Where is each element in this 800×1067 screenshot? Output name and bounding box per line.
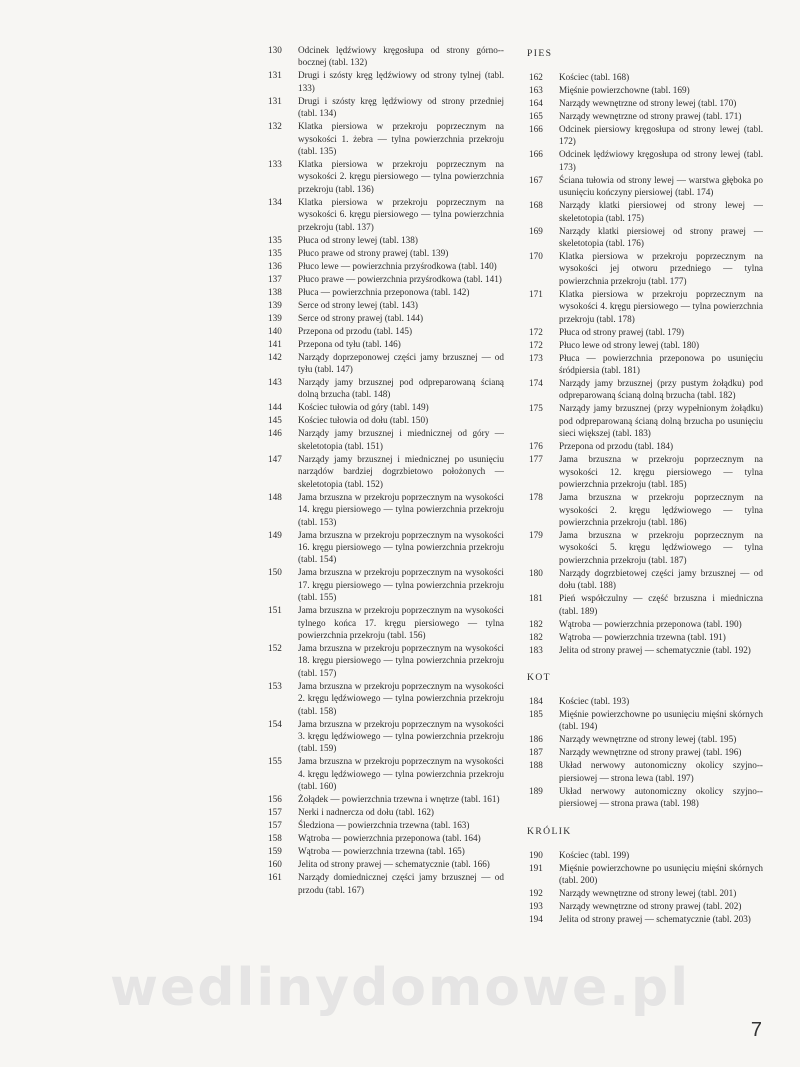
entry-page-number: 190 (529, 849, 543, 860)
entry-title: Klatka piersiowa w przekroju poprzecznym na wysokości 4. kręgu piersiowego — tylna powierzchnia przekroju (tabl. 178) (559, 288, 763, 324)
entry-title: Narządy jamy brzusznej pod odpreparowaną ścianą dolną brzucha (tabl. 148) (298, 377, 504, 400)
toc-entry (266, 718, 504, 755)
section-heading: PIES (527, 48, 553, 59)
entry-title: Płuca — powierzchnia przeponowa (tabl. 142) (298, 286, 470, 297)
toc-entry (266, 401, 504, 413)
entry-page-number: 139 (268, 312, 282, 323)
entry-page-number: 136 (268, 260, 282, 271)
toc-entry (266, 793, 504, 805)
entry-page-number: 161 (268, 872, 282, 883)
toc-entry (266, 819, 504, 831)
entry-title: Narządy jamy brzusznej i miednicznej po usunięciu narządów bardziej dogrzbietowo położonych — skeletotopia (tabl. 152) (298, 453, 504, 489)
toc-entry (266, 338, 504, 350)
entry-title: Jama brzuszna w przekroju poprzecznym na wysokości 5. kręgu lędźwiowego — tylna powierzchnia przekroju (tabl. 187) (559, 529, 763, 565)
toc-entry (266, 325, 504, 337)
entry-page-number: 166 (529, 149, 543, 160)
entry-title: Układ nerwowy autonomiczny okolicy szyjno--piersiowej — strona lewa (tabl. 197) (559, 760, 763, 783)
entry-page-number: 153 (268, 680, 282, 691)
toc-entry (527, 174, 763, 199)
entry-page-number: 130 (268, 45, 282, 55)
toc-entry (527, 644, 763, 656)
toc-entry (527, 339, 763, 351)
entry-page-number: 141 (268, 338, 282, 349)
entry-title: Układ nerwowy autonomiczny okolicy szyjno--piersiowej — strona prawa (tabl. 198) (559, 785, 763, 809)
entry-page-number: 191 (529, 862, 543, 873)
entry-page-number: 159 (268, 846, 282, 857)
toc-entry (266, 845, 504, 857)
entry-page-number: 193 (529, 900, 543, 911)
toc-entry (527, 529, 763, 566)
toc-entry (266, 529, 504, 566)
entry-page-number: 149 (268, 529, 282, 540)
toc-entry (527, 199, 763, 224)
toc-entry (266, 858, 504, 870)
toc-entry (527, 148, 763, 173)
toc-entry (527, 708, 763, 733)
entry-title: Narządy jamy brzusznej (przy wypełnionym żołądku) pod odpreparowaną ścianą dolną brzucha po usunięciu sieci większej (tabl. 183) (559, 403, 763, 439)
entry-page-number: 139 (268, 299, 282, 310)
entry-title: Jama brzuszna w przekroju poprzecznym na wysokości 4. kręgu lędźwiowego — tylna powierzchnia przekroju (tabl. 160) (298, 756, 504, 792)
toc-entry (527, 326, 763, 338)
entry-title: Płuco prawe od strony prawej (tabl. 139) (298, 247, 449, 258)
toc-entry (527, 84, 763, 96)
toc-entry (527, 631, 763, 643)
entry-page-number: 147 (268, 453, 282, 464)
entry-title: Jama brzuszna w przekroju poprzecznym na wysokości tylnego końca 17. kręgu piersiowego — tylna powierzchnia przekroju (tabl. 156) (298, 605, 504, 640)
entry-title: Żołądek — powierzchnia trzewna i wnętrze (tabl. 161) (298, 794, 500, 805)
toc-entry (527, 352, 763, 377)
entry-page-number: 170 (529, 251, 543, 262)
entry-page-number: 163 (529, 85, 543, 95)
entry-title: Przepona od przodu (tabl. 145) (298, 325, 413, 336)
toc-entry (527, 759, 763, 784)
toc-entry (266, 566, 504, 603)
toc-entry (266, 69, 504, 94)
entry-title: Drugi i szósty kręg lędźwiowy od strony przedniej (tabl. 134) (298, 95, 504, 119)
entry-page-number: 143 (268, 377, 282, 388)
entry-title: Jama brzuszna w przekroju poprzecznym na wysokości 14. kręgu piersiowego — tylna powierzchnia przekroju (tabl. 153) (298, 491, 504, 527)
toc-entry (266, 351, 504, 376)
toc-right-column (527, 44, 763, 926)
entry-title: Śledziona — powierzchnia trzewna (tabl. 163) (298, 820, 470, 831)
toc-entry (527, 97, 763, 109)
entry-title: Pień współczulny — część brzuszna i miedniczna (tabl. 189) (559, 593, 763, 616)
entry-page-number: 154 (268, 718, 282, 729)
entry-title: Wątroba — powierzchnia trzewna (tabl. 165) (298, 846, 465, 857)
entry-title: Kościec tułowia od góry (tabl. 149) (298, 402, 429, 413)
entry-page-number: 156 (268, 794, 282, 805)
entry-title: Wątroba — powierzchnia przeponowa (tabl. 164) (298, 833, 481, 844)
toc-entry (527, 402, 763, 439)
toc-entry (527, 567, 763, 592)
toc-entry (266, 755, 504, 792)
toc-entry (266, 247, 504, 259)
toc-entry (266, 427, 504, 452)
section-heading: KRÓLIK (527, 825, 572, 837)
toc-entry (266, 680, 504, 717)
entry-page-number: 172 (529, 326, 543, 337)
toc-entry (266, 376, 504, 401)
entry-title: Narządy domiednicznej części jamy brzusznej — od przodu (tabl. 167) (298, 872, 504, 895)
entry-title: Serce od strony prawej (tabl. 144) (298, 312, 424, 323)
toc-entry (266, 832, 504, 844)
entry-title: Mięśnie powierzchowne po usunięciu mięśni skórnych (tabl. 194) (559, 708, 763, 732)
entry-title: Kościec (tabl. 193) (559, 695, 630, 706)
toc-entry (527, 862, 763, 887)
entry-page-number: 185 (529, 708, 543, 719)
entry-page-number: 175 (529, 403, 543, 414)
entry-page-number: 179 (529, 529, 543, 540)
entry-title: Narządy klatki piersiowej od strony prawej — skeletotopia (tabl. 176) (559, 225, 763, 249)
entry-title: Narządy wewnętrzne od strony prawej (tabl. 171) (559, 111, 742, 121)
entry-page-number: 134 (268, 196, 282, 207)
toc-entry (527, 592, 763, 617)
entry-title: Odcinek lędźwiowy kręgosłupa od strony górno--bocznej (tabl. 132) (298, 45, 504, 68)
entry-title: Narządy jamy brzusznej i miednicznej od góry — skeletotopia (tabl. 151) (298, 428, 504, 451)
entry-page-number: 183 (529, 644, 543, 655)
toc-entry (266, 44, 504, 69)
entry-page-number: 150 (268, 567, 282, 578)
entry-title: Mięśnie powierzchowne po usunięciu mięśni skórnych (tabl. 200) (559, 862, 763, 885)
entry-page-number: 157 (268, 807, 282, 818)
entry-page-number: 137 (268, 273, 282, 284)
toc-entry (527, 250, 763, 287)
toc-entry (527, 491, 763, 528)
entry-title: Jama brzuszna w przekroju poprzecznym na wysokości 12. kręgu piersiowego — tylna powierzchnia przekroju (tabl. 185) (559, 454, 763, 490)
entry-page-number: 131 (268, 70, 282, 81)
toc-entry (527, 913, 763, 925)
entry-title: Narządy doprzeponowej części jamy brzusznej — od tyłu (tabl. 147) (298, 351, 504, 375)
toc-entry (527, 288, 763, 325)
entry-page-number: 182 (529, 618, 543, 629)
toc-entry (527, 746, 763, 758)
entry-page-number: 166 (529, 124, 543, 134)
entry-title: Płuco prawe — powierzchnia przyśrodkowa (tabl. 141) (298, 273, 502, 284)
entry-title: Narządy dogrzbietowej części jamy brzusznej — od dołu (tabl. 188) (559, 567, 763, 591)
entry-title: Przepona od tyłu (tabl. 146) (298, 338, 401, 349)
toc-left-column (266, 44, 504, 897)
entry-page-number: 184 (529, 695, 543, 706)
toc-entry (527, 733, 763, 745)
entry-title: Kościec tułowia od dołu (tabl. 150) (298, 415, 429, 426)
entry-page-number: 180 (529, 567, 543, 578)
entry-page-number: 176 (529, 441, 543, 452)
entry-page-number: 155 (268, 756, 282, 767)
entry-page-number: 172 (529, 339, 543, 350)
entry-page-number: 146 (268, 428, 282, 439)
entry-title: Płuco lewe od strony lewej (tabl. 180) (559, 339, 700, 350)
entry-title: Kościec (tabl. 199) (559, 849, 630, 860)
toc-entry (266, 414, 504, 426)
entry-page-number: 138 (268, 286, 282, 297)
toc-entry (527, 440, 763, 452)
entry-title: Płuca od strony prawej (tabl. 179) (559, 326, 685, 337)
toc-entry (266, 871, 504, 896)
watermark: wedlinydomowe.pl (109, 958, 691, 1018)
entry-title: Przepona od przodu (tabl. 184) (559, 441, 674, 452)
entry-title: Jelita od strony prawej — schematycznie (tabl. 203) (559, 913, 751, 924)
entry-page-number: 160 (268, 859, 282, 870)
entry-page-number: 174 (529, 378, 543, 389)
entry-title: Narządy wewnętrzne od strony lewej (tabl. 195) (559, 734, 737, 745)
entry-page-number: 177 (529, 454, 543, 465)
entry-page-number: 164 (529, 98, 543, 108)
entry-title: Jama brzuszna w przekroju poprzecznym na wysokości 2. kręgu lędźwiowego — tylna powierzchnia przekroju (tabl. 158) (298, 680, 504, 716)
entry-page-number: 142 (268, 351, 282, 362)
toc-entry (266, 95, 504, 120)
entry-title: Narządy wewnętrzne od strony lewej (tabl. 170) (559, 98, 737, 108)
entry-page-number: 169 (529, 225, 543, 236)
toc-entry (527, 618, 763, 630)
entry-page-number: 145 (268, 415, 282, 426)
entry-page-number: 140 (268, 325, 282, 336)
entry-page-number: 181 (529, 593, 543, 604)
page-number: 7 (750, 1019, 762, 1041)
toc-entry (266, 260, 504, 272)
entry-page-number: 168 (529, 200, 543, 211)
section-heading: KOT (527, 671, 551, 683)
toc-entry (266, 806, 504, 818)
toc-entry (266, 158, 504, 195)
entry-page-number: 182 (529, 631, 543, 642)
toc-entry (527, 71, 763, 83)
entry-page-number: 178 (529, 492, 543, 503)
entry-page-number: 188 (529, 760, 543, 771)
toc-entry (527, 453, 763, 490)
toc-entry (266, 312, 504, 324)
entry-title: Jama brzuszna w przekroju poprzecznym na wysokości 2. kręgu lędźwiowego — tylna powierzchnia przekroju (tabl. 186) (559, 492, 763, 527)
entry-title: Wątroba — powierzchnia trzewna (tabl. 191) (559, 631, 726, 642)
entry-page-number: 152 (268, 642, 282, 653)
toc-entry (266, 453, 504, 490)
entry-page-number: 189 (529, 785, 543, 796)
toc-entry (266, 604, 504, 641)
entry-page-number: 148 (268, 491, 282, 502)
entry-title: Klatka piersiowa w przekroju poprzecznym na wysokości 2. kręgu piersiowego — tylna powierzchnia przekroju (tabl. 136) (298, 159, 504, 194)
entry-page-number: 194 (529, 913, 543, 924)
entry-title: Ściana tułowia od strony lewej — warstwa głęboka po usunięciu kończyny piersiowej (tabl. 174) (559, 174, 763, 198)
entry-title: Klatka piersiowa w przekroju poprzecznym na wysokości 6. kręgu piersiowego — tylna powierzchnia przekroju (tabl. 137) (298, 196, 504, 232)
entry-title: Narządy wewnętrzne od strony lewej (tabl. 201) (559, 887, 737, 898)
toc-entry (527, 849, 763, 861)
toc-entry (527, 110, 763, 122)
entry-page-number: 144 (268, 402, 282, 413)
toc-entry (527, 377, 763, 402)
entry-title: Nerki i nadnercza od dołu (tabl. 162) (298, 807, 434, 818)
entry-title: Narządy wewnętrzne od strony prawej (tabl. 202) (559, 900, 742, 911)
toc-entry (527, 123, 763, 148)
entry-title: Płuco lewe — powierzchnia przyśrodkowa (tabl. 140) (298, 260, 497, 271)
entry-page-number: 131 (268, 95, 282, 106)
entry-page-number: 135 (268, 247, 282, 258)
entry-title: Płuca od strony lewej (tabl. 138) (298, 234, 418, 245)
toc-entry (527, 225, 763, 250)
entry-title: Klatka piersiowa w przekroju poprzecznym na wysokości jej otworu przedniego — tylna powierzchnia przekroju (tabl. 177) (559, 251, 763, 286)
entry-title: Płuca — powierzchnia przeponowa po usunięciu śródpiersia (tabl. 181) (559, 352, 763, 376)
entry-page-number: 192 (529, 887, 543, 898)
entry-title: Narządy jamy brzusznej (przy pustym żołądku) pod odpreparowaną ścianą dolną brzucha (tabl. 182) (559, 378, 763, 401)
entry-title: Serce od strony lewej (tabl. 143) (298, 299, 418, 310)
toc-entry (527, 695, 763, 707)
entry-title: Jelita od strony prawej — schematycznie (tabl. 166) (298, 859, 490, 870)
entry-title: Odcinek lędźwiowy kręgosłupa od strony lewej (tabl. 173) (559, 149, 763, 172)
entry-title: Klatka piersiowa w przekroju poprzecznym na wysokości 1. żebra — tylna powierzchnia przekroju (tabl. 135) (298, 121, 504, 157)
entry-page-number: 186 (529, 734, 543, 745)
entry-page-number: 133 (268, 159, 282, 170)
entry-page-number: 151 (268, 605, 282, 616)
toc-entry (266, 642, 504, 679)
entry-page-number: 158 (268, 833, 282, 844)
entry-page-number: 173 (529, 352, 543, 363)
entry-page-number: 171 (529, 288, 543, 299)
entry-page-number: 162 (529, 72, 543, 82)
entry-title: Jama brzuszna w przekroju poprzecznym na wysokości 18. kręgu piersiowego — tylna powierzchnia przekroju (tabl. 157) (298, 642, 504, 678)
entry-page-number: 187 (529, 747, 543, 758)
entry-title: Jelita od strony prawej — schematycznie (tabl. 192) (559, 644, 751, 655)
toc-entry (527, 785, 763, 810)
entry-page-number: 165 (529, 111, 543, 121)
entry-title: Narządy wewnętrzne od strony prawej (tabl. 196) (559, 747, 742, 758)
entry-title: Mięśnie powierzchowne (tabl. 169) (559, 85, 690, 95)
entry-title: Drugi i szósty kręg lędźwiowy od strony tylnej (tabl. 133) (298, 70, 504, 93)
entry-page-number: 132 (268, 121, 282, 132)
entry-title: Wątroba — powierzchnia przeponowa (tabl. 190) (559, 618, 742, 629)
entry-title: Narządy klatki piersiowej od strony lewej — skeletotopia (tabl. 175) (559, 200, 763, 223)
toc-entry (266, 234, 504, 246)
toc-entry (266, 491, 504, 528)
entry-page-number: 157 (268, 820, 282, 831)
entry-page-number: 135 (268, 234, 282, 245)
toc-entry (527, 900, 763, 912)
entry-page-number: 167 (529, 174, 543, 185)
entry-title: Odcinek piersiowy kręgosłupa od strony lewej (tabl. 172) (559, 124, 763, 147)
entry-title: Jama brzuszna w przekroju poprzecznym na wysokości 17. kręgu piersiowego — tylna powierzchnia przekroju (tabl. 155) (298, 567, 504, 603)
toc-entry (266, 120, 504, 157)
toc-entry (266, 286, 504, 298)
toc-entry (527, 887, 763, 899)
entry-title: Kościec (tabl. 168) (559, 72, 630, 82)
toc-entry (266, 196, 504, 233)
toc-entry (266, 273, 504, 285)
toc-entry (266, 299, 504, 311)
entry-title: Jama brzuszna w przekroju poprzecznym na wysokości 3. kręgu lędźwiowego — tylna powierzchnia przekroju (tabl. 159) (298, 718, 504, 754)
entry-title: Jama brzuszna w przekroju poprzecznym na wysokości 16. kręgu piersiowego — tylna powierzchnia przekroju (tabl. 154) (298, 529, 504, 565)
